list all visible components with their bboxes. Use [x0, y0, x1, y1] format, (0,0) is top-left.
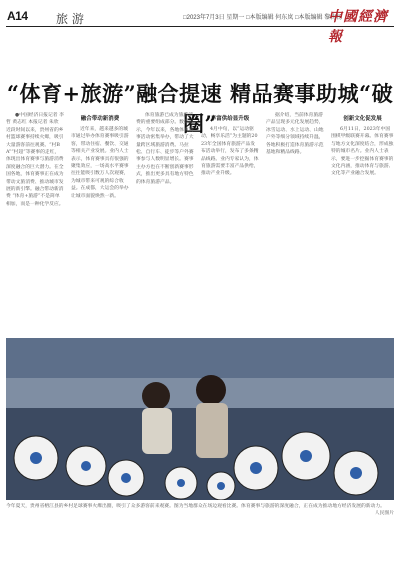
section-label: 旅 游: [56, 12, 84, 26]
article-column-3: [136, 112, 194, 334]
newspaper-masthead: 中國經濟報: [328, 9, 388, 45]
column-text: 4月中旬，以“运动驱动，畅享乐活”为主题的2023年全国体育旅游产品发布活动举行，发布了多条精品线路。业内专家认为，体育旅游需要丰富产品供给，推动产业升级。: [201, 127, 259, 177]
column-text: 据介绍，当前体育旅游产品呈现多元化发展趋势，冰雪运动、水上运动、山地户外等细分领域持续升温，各地积极打造体育旅游示范基地和精品线路。: [266, 113, 324, 156]
column-text: ●中国经济日报记者 李哲 黄志红 本报记者 朱欣 近段时间以来，贵州省的乡村篮球赛事持续火爆，吸引大量游客前往观赛。“村BA”“村超”等赛事的走红，体现出体育赛事与旅游消费深度融合的巨大潜力。在全国各地，体育赛事正在成为带动文旅消费、推动城市发展的新引擎。融合带动新消费 “体育+旅游”不是简单相加，而是一种化学反应。: [6, 113, 64, 207]
column-text: 体育旅游已成为旅游消费的重要组成部分。数据显示，今年以来，各地体育赛事活动密集举办，带动了大量跨区域旅游消费。马拉松、自行车、徒步等户外赛事参与人数明显增长。赛事主办方也在不断创新赛事形式，推出更多具有地方特色的体育旅游产品。: [136, 113, 194, 185]
column-subhead: 创新文化促发展: [343, 116, 382, 122]
article-column-4: [201, 112, 259, 334]
caption-text: 今年夏天，贵州省榕江县的乡村足球赛事火爆出圈，吸引了众多游客前来观赛。图为当地群众在场边观看比赛。体育赛事与旅游的深度融合，正在成为推动地方经济发展的新动力。: [6, 504, 385, 509]
photo-credit: 人民图片: [374, 511, 394, 516]
column-subhead: 融合带动新消费: [80, 116, 120, 122]
page-header: [0, 0, 400, 45]
article-photo: [6, 338, 394, 500]
issue-meta: □2023年7月3日 星期一 □本版编辑 何东岚 □本版编辑 黎梅杨: [183, 15, 343, 21]
photo-scene: [6, 338, 394, 500]
article-headline: “体育+旅游”融合提速 精品赛事助城“破圈”: [6, 81, 394, 136]
column-text: 近年来，越来越多的城市通过举办体育赛事吸引游客，带动住宿、餐饮、交通等相关产业发展。业内人士表示，体育赛事具有很强的聚集效应，一场高水平赛事往往能吸引数万人次观赛，为城市带来可观的综合收益。在成都，大运会的举办让城市面貌焕然一新。: [71, 127, 129, 199]
header-divider: [6, 26, 394, 27]
article-column-2: [71, 112, 129, 334]
article-column-6: [331, 112, 394, 334]
article-column-1: [6, 112, 64, 334]
photo-caption: [6, 503, 394, 517]
article-column-5: [266, 112, 324, 334]
column-text: 6月11日，2023年中国围棋甲级联赛开幕。体育赛事与地方文化深度结合，形成独特的城市名片。业内人士表示，要进一步挖掘体育赛事的文化内涵，推动体育与旅游、文化等产业融合发展。: [331, 127, 394, 177]
page-number: A14: [7, 9, 28, 23]
column-subhead: 丰富供给显升级: [210, 116, 250, 122]
